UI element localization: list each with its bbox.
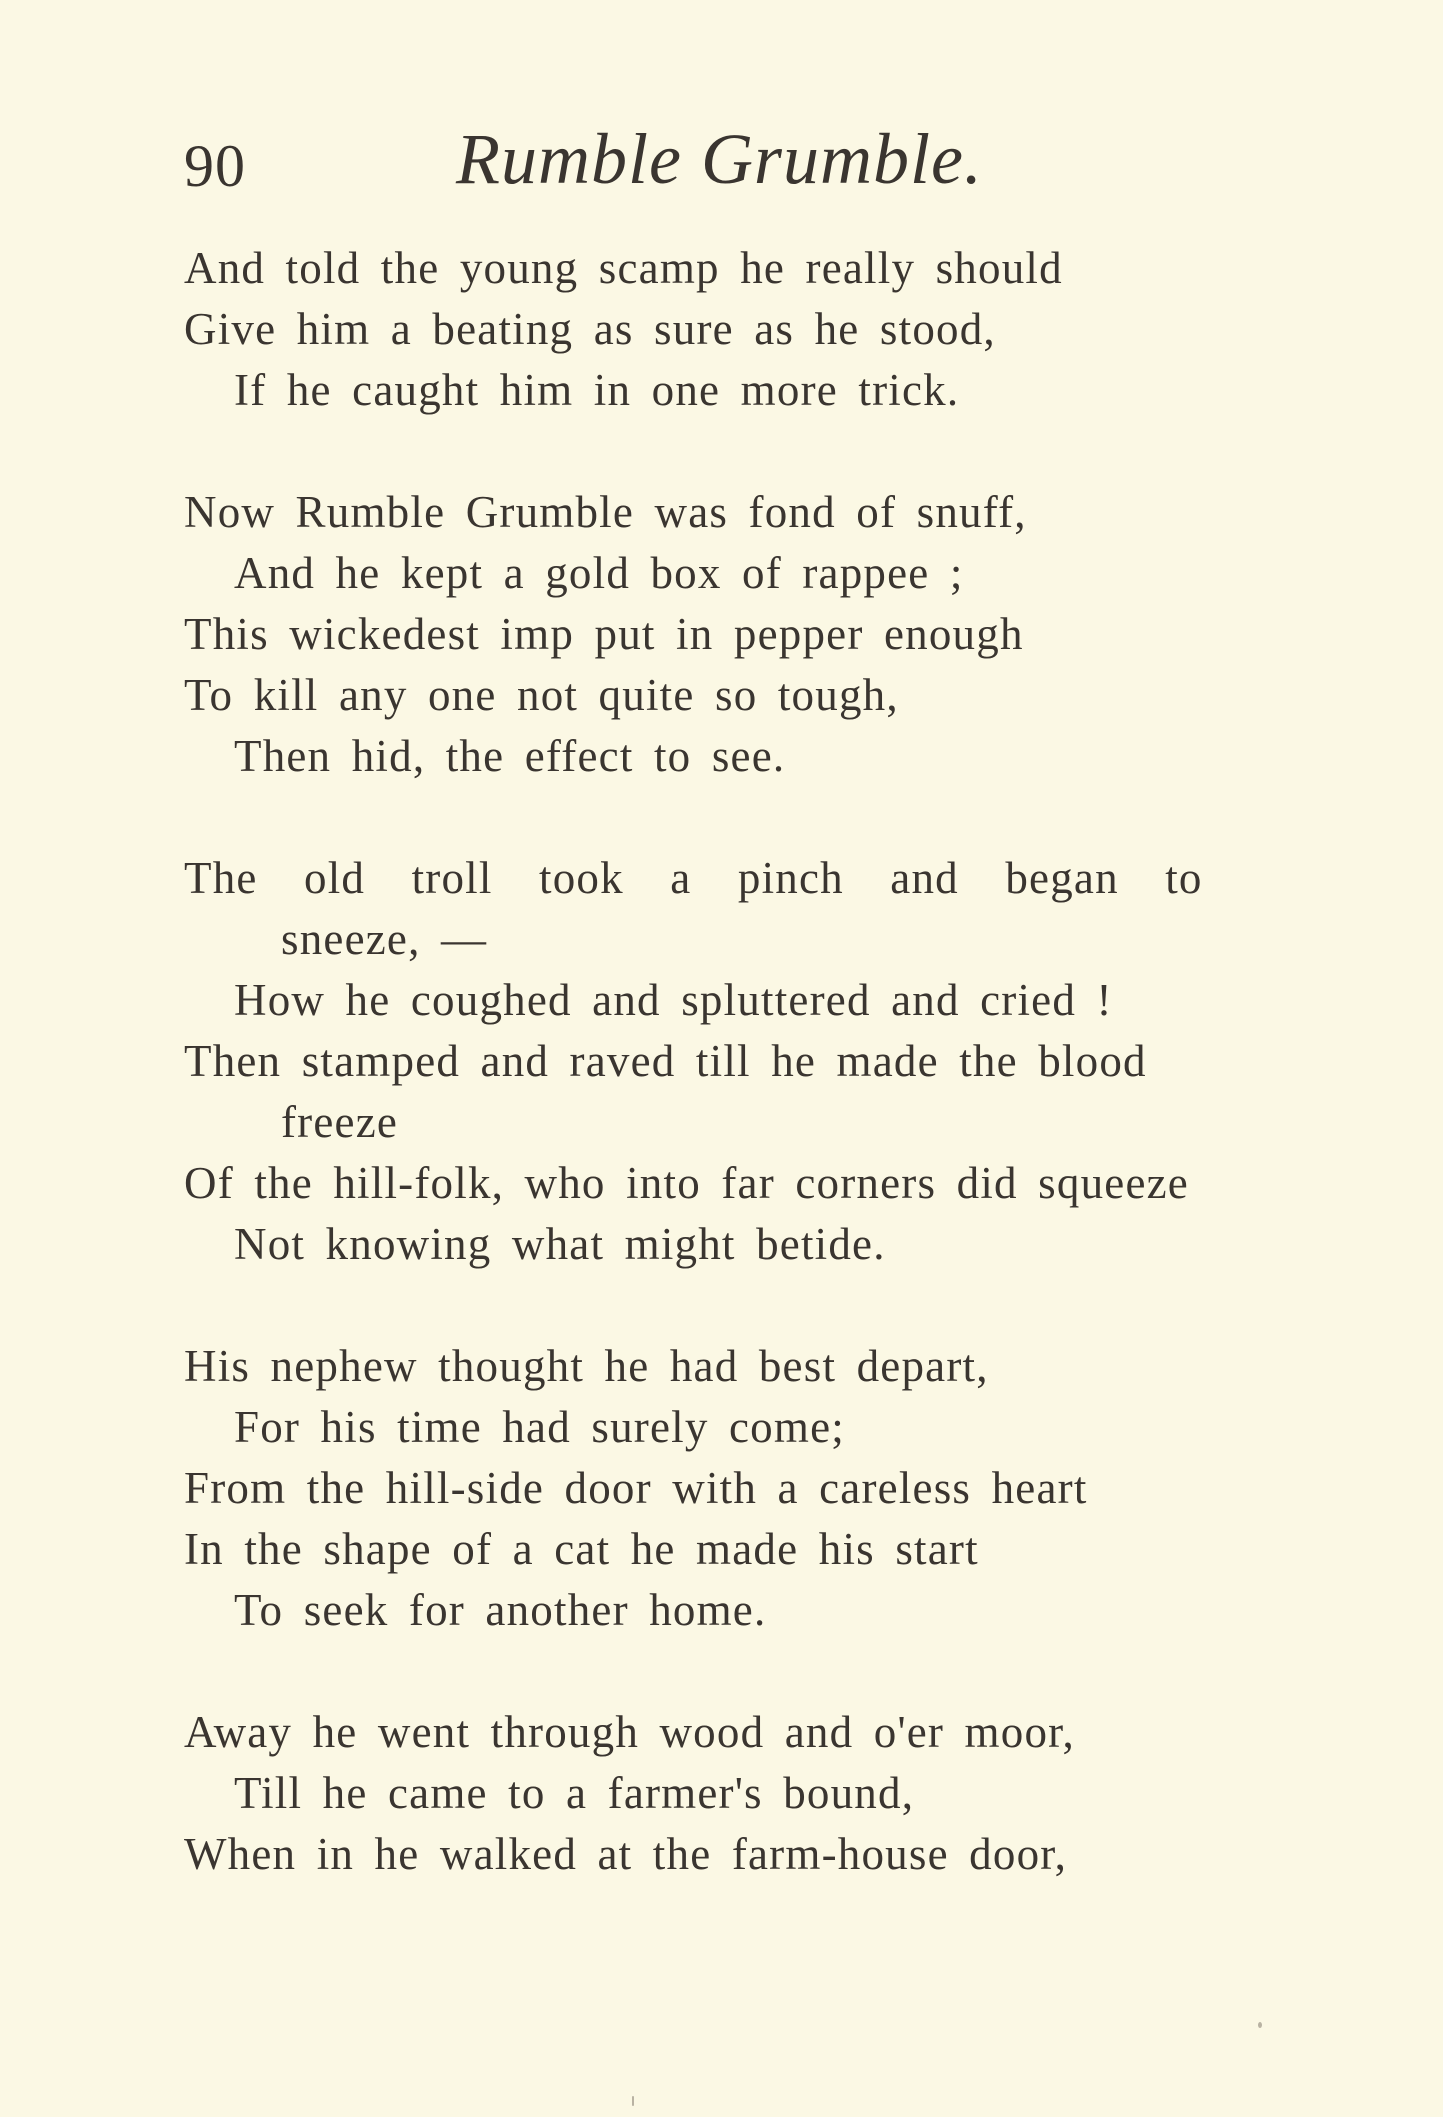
poem-line: The old troll took a pinch and began to [184, 853, 1203, 903]
poem-line: When in he walked at the farm-house door, [184, 1829, 1068, 1879]
poem-line: This wickedest imp put in pepper enough [184, 609, 1024, 659]
poem-line: In the shape of a cat he made his start [184, 1524, 979, 1574]
stanza-1 [184, 238, 1264, 421]
poem-line-turnover: freeze [281, 1097, 399, 1147]
poem-line: And he kept a gold box of rappee ; [234, 548, 964, 598]
stanza-4 [184, 1336, 1264, 1641]
poem-line: From the hill-side door with a careless heart [184, 1463, 1088, 1513]
poem-line: To kill any one not quite so tough, [184, 670, 899, 720]
poem [184, 238, 1264, 1946]
paper-speck [632, 2096, 634, 2106]
poem-line: If he caught him in one more trick. [234, 365, 960, 415]
poem-line: Give him a beating as sure as he stood, [184, 304, 996, 354]
poem-line: Of the hill-folk, who into far corners did squeeze [184, 1158, 1189, 1208]
poem-line: Not knowing what might betide. [234, 1219, 886, 1269]
stanza-3 [184, 848, 1264, 1275]
poem-line: To seek for another home. [234, 1585, 767, 1635]
poem-line: Till he came to a farmer's bound, [234, 1768, 915, 1818]
poem-line: Away he went through wood and o'er moor, [184, 1707, 1075, 1757]
page-number: 90 [184, 133, 246, 199]
stanza-2 [184, 482, 1264, 787]
paper-speck [1258, 2022, 1262, 2028]
poem-line: Then stamped and raved till he made the blood [184, 1036, 1147, 1086]
poem-line: And told the young scamp he really should [184, 243, 1063, 293]
poem-line: Then hid, the effect to see. [234, 731, 786, 781]
poem-line: Now Rumble Grumble was fond of snuff, [184, 487, 1027, 537]
poem-line: For his time had surely come; [234, 1402, 845, 1452]
page-header [184, 118, 1284, 208]
stanza-5 [184, 1702, 1264, 1885]
poem-line: How he coughed and spluttered and cried ! [234, 975, 1113, 1025]
poem-line: His nephew thought he had best depart, [184, 1341, 989, 1391]
poem-line-turnover: sneeze, — [281, 914, 488, 964]
running-title: Rumble Grumble. [456, 119, 983, 199]
